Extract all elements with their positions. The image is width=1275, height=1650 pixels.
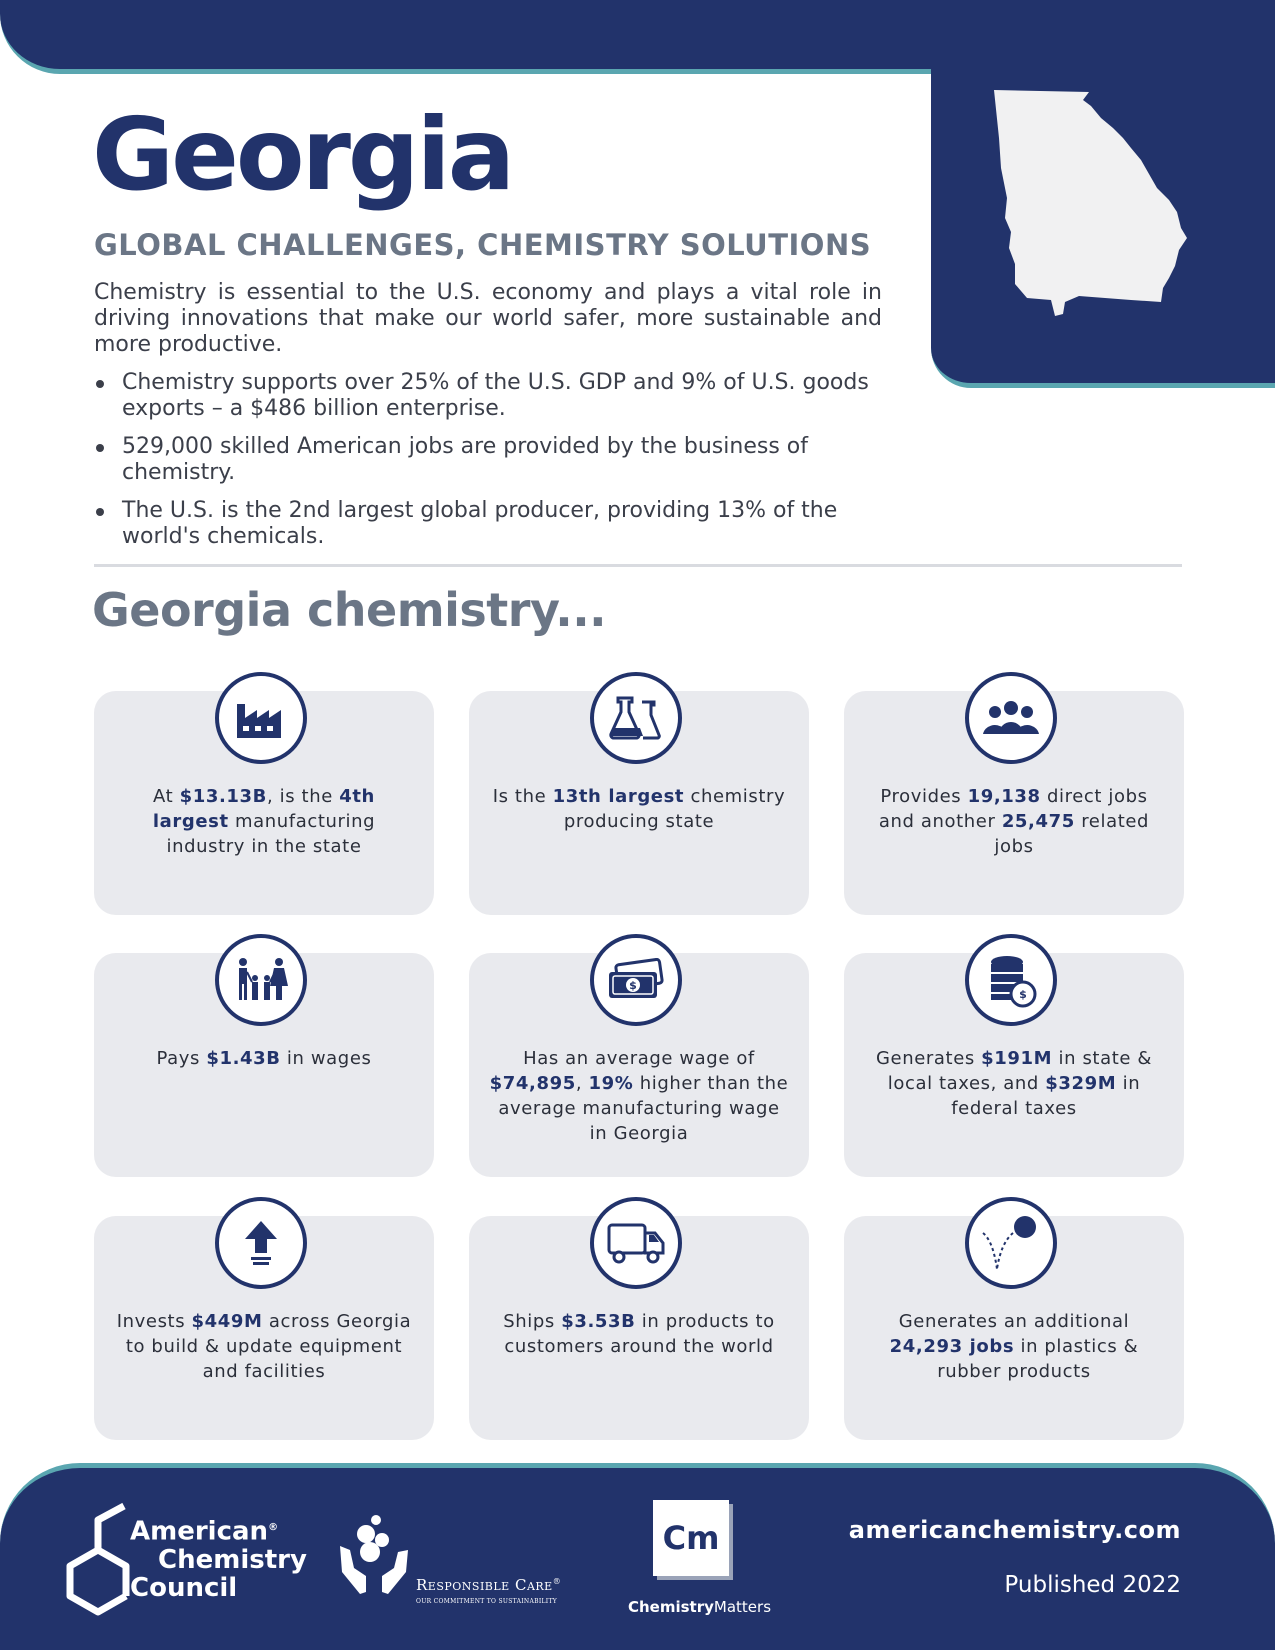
- published-date: Published 2022: [1004, 1572, 1181, 1598]
- stat-highlight: 4th largest: [152, 786, 375, 832]
- stat-text: related jobs: [994, 811, 1150, 857]
- stat-highlight: $74,895: [489, 1073, 576, 1094]
- stat-highlight: 19%: [588, 1073, 634, 1094]
- responsible-care-tagline: OUR COMMITMENT TO SUSTAINABILITY: [416, 1598, 558, 1605]
- stat-text: Pays: [156, 1048, 207, 1069]
- chemistry-matters-label: [628, 1598, 771, 1616]
- stat-card-shipments: [469, 1216, 809, 1440]
- stat-highlight: $329M: [1045, 1073, 1117, 1094]
- stat-highlight: 13th largest: [552, 786, 685, 807]
- truck-icon: [590, 1197, 682, 1289]
- ball-trajectory-icon: [965, 1197, 1057, 1289]
- fact-list-item: [94, 498, 914, 550]
- acc-line-3: Council: [130, 1572, 238, 1603]
- stat-card-text: [114, 784, 414, 859]
- acc-line-1: American: [130, 1516, 269, 1547]
- fact-list-item: [94, 370, 914, 422]
- stat-text: direct jobs and another: [878, 786, 1148, 832]
- group-icon: [965, 672, 1057, 764]
- stat-text: Invests: [116, 1311, 192, 1332]
- stat-card-investment: [94, 1216, 434, 1440]
- fact-text: The U.S. is the 2nd largest global producer, providing 13% of the world's chemicals.: [122, 498, 838, 549]
- responsible-care-logo-text: [416, 1576, 561, 1594]
- stat-highlight: 25,475: [1001, 811, 1075, 832]
- money-icon: [590, 934, 682, 1026]
- website-text: americanchemistry.com: [848, 1516, 1181, 1544]
- state-map-panel: [931, 0, 1275, 388]
- stat-highlight: $449M: [191, 1311, 263, 1332]
- stat-text: in state & local taxes, and: [887, 1048, 1152, 1094]
- fact-list-item: [94, 434, 914, 486]
- stat-highlight: $3.53B: [561, 1311, 636, 1332]
- upload-arrow-icon: [215, 1197, 307, 1289]
- stat-highlight: 24,293 jobs: [889, 1336, 1015, 1357]
- stat-text: , is the: [267, 786, 340, 807]
- stat-card-wages: [94, 953, 434, 1177]
- stat-text: Provides: [880, 786, 968, 807]
- stat-text: in products to customers around the world: [504, 1311, 775, 1357]
- stat-text: chemistry producing state: [563, 786, 786, 832]
- stat-highlight: $191M: [981, 1048, 1053, 1069]
- responsible-care-hands-icon: [336, 1510, 576, 1610]
- acc-registered-mark: ®: [268, 1522, 279, 1533]
- stat-text: in plastics & rubber products: [937, 1336, 1139, 1382]
- stat-card-jobs: [844, 691, 1184, 915]
- stat-text: in wages: [280, 1048, 372, 1069]
- stat-card-text: [864, 1046, 1164, 1121]
- stat-card-text: [114, 1046, 414, 1071]
- cm-label-rest: Matters: [713, 1598, 772, 1616]
- stat-card-text: [489, 1309, 789, 1359]
- stat-text: Has an average wage of: [523, 1048, 755, 1069]
- stat-text: higher than the average manufacturing wage in Georgia: [498, 1073, 789, 1144]
- stat-card-text: [489, 784, 789, 834]
- stat-text: Ships: [503, 1311, 562, 1332]
- stat-card-text: [114, 1309, 414, 1384]
- acc-line-2: Chemistry: [158, 1544, 307, 1575]
- stat-text: At: [153, 786, 180, 807]
- family-icon: [215, 934, 307, 1026]
- footer: [0, 1463, 1275, 1650]
- section-heading: Georgia chemistry...: [92, 583, 607, 637]
- georgia-map-icon: [991, 88, 1191, 318]
- cm-label-bold: Chemistry: [628, 1598, 714, 1616]
- chemistry-matters-logo: [653, 1500, 729, 1576]
- fact-list: [94, 370, 914, 562]
- stat-card-average-wage: [469, 953, 809, 1177]
- stat-text: Is the: [492, 786, 553, 807]
- stat-card-text: [489, 1046, 789, 1146]
- coins-icon: [965, 934, 1057, 1026]
- section-divider: [94, 564, 1182, 567]
- stat-card-industry-rank: [94, 691, 434, 915]
- acc-logo-text: [130, 1514, 307, 1602]
- stat-text: Generates: [876, 1048, 982, 1069]
- factory-icon: [215, 672, 307, 764]
- stat-text: across Georgia to build & update equipment and facilities: [125, 1311, 412, 1382]
- stat-text: Generates an additional: [898, 1311, 1130, 1332]
- stat-text: manufacturing industry in the state: [166, 811, 376, 857]
- stat-highlight: 19,138: [967, 786, 1041, 807]
- bullet-icon: [96, 380, 104, 388]
- page-title: Georgia: [92, 96, 513, 213]
- svg-text:$: $: [629, 979, 637, 992]
- flasks-icon: [590, 672, 682, 764]
- rc-name-text: Responsible Care: [416, 1576, 553, 1594]
- intro-paragraph: Chemistry is essential to the U.S. economy and plays a vital role in driving innovations that make our world safer, more sustainable and more productive.: [94, 280, 882, 357]
- stat-card-taxes: [844, 953, 1184, 1177]
- stat-card-text: [864, 1309, 1164, 1384]
- page-subtitle: GLOBAL CHALLENGES, CHEMISTRY SOLUTIONS: [94, 228, 872, 262]
- stat-text: ,: [575, 1073, 589, 1094]
- stat-card-text: [864, 784, 1164, 859]
- stat-text: in federal taxes: [951, 1073, 1141, 1119]
- rc-registered-mark: ®: [552, 1577, 562, 1586]
- stat-highlight: $1.43B: [206, 1048, 281, 1069]
- stat-card-plastics-jobs: [844, 1216, 1184, 1440]
- fact-text: 529,000 skilled American jobs are provided by the business of chemistry.: [122, 434, 808, 485]
- bullet-icon: [96, 444, 104, 452]
- fact-text: Chemistry supports over 25% of the U.S. GDP and 9% of U.S. goods exports – a $486 billion enterprise.: [122, 370, 869, 421]
- bullet-icon: [96, 508, 104, 516]
- svg-text:$: $: [1019, 988, 1027, 1001]
- stat-highlight: $13.13B: [179, 786, 267, 807]
- cm-mark-text: Cm: [662, 1519, 720, 1557]
- stat-card-producer-rank: [469, 691, 809, 915]
